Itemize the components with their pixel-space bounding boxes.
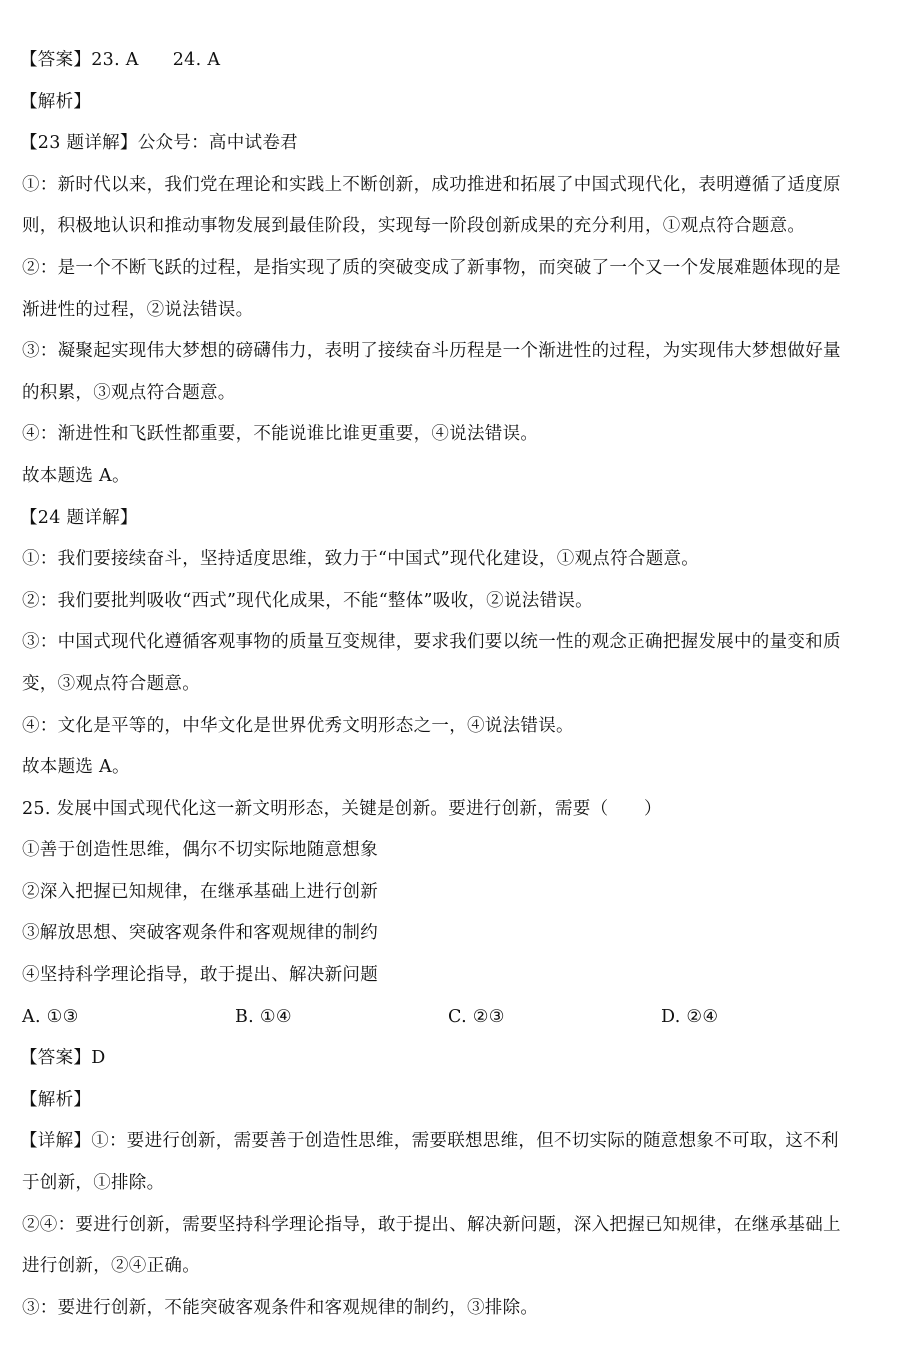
answer-23: 23. A	[91, 50, 139, 70]
q24-detail-line: ④：文化是平等的，中华文化是世界优秀文明形态之一，④说法错误。	[22, 715, 574, 736]
q23-detail-line: 渐进性的过程，②说法错误。	[22, 299, 254, 320]
q23-detail-line: 则，积极地认识和推动事物发展到最佳阶段，实现每一阶段创新成果的充分利用，①观点符合题意。	[22, 216, 806, 237]
q25-options	[20, 997, 870, 1039]
q25-statement: ④坚持科学理论指导，敢于提出、解决新问题	[22, 965, 378, 986]
analysis-tag-23-24: 【解析】	[20, 91, 92, 112]
q25-analysis-tag: 【解析】	[20, 1089, 92, 1110]
q25-detail-line: ②④：要进行创新，需要坚持科学理论指导，敢于提出、解决新问题，深入把握已知规律，在继承基础上	[22, 1214, 841, 1235]
q24-detail-line: ②：我们要批判吸收“西式”现代化成果，不能“整体”吸收，②说法错误。	[22, 590, 593, 611]
q23-detail-line: ①：新时代以来，我们党在理论和实践上不断创新，成功推进和拓展了中国式现代化，表明遵循了适度原	[22, 174, 841, 195]
q25-detail-line: 于创新，①排除。	[22, 1173, 165, 1194]
q24-conclusion: 故本题选 A。	[22, 757, 130, 778]
q24-detail-line: ①：我们要接续奋斗，坚持适度思维，致力于“中国式”现代化建设，①观点符合题意。	[22, 549, 700, 570]
q25-option-b: B. ①④	[235, 1006, 292, 1027]
q25-option-d: D. ②④	[661, 1006, 719, 1027]
q25-detail-line: 【详解】①：要进行创新，需要善于创造性思维，需要联想思维，但不切实际的随意想象不可取，这不利	[20, 1131, 839, 1152]
q25-detail-line: 进行创新，②④正确。	[22, 1256, 200, 1277]
answer-24: 24. A	[172, 50, 221, 70]
q25-option-c: C. ②③	[448, 1006, 505, 1027]
q25-statement: ②深入把握已知规律，在继承基础上进行创新	[22, 881, 378, 902]
q23-conclusion: 故本题选 A。	[22, 465, 130, 486]
q23-detail-heading: 【23 题详解】公众号：高中试卷君	[20, 133, 298, 154]
q25-option-a: A. ①③	[22, 1006, 79, 1027]
q23-detail-line: ②：是一个不断飞跃的过程，是指实现了质的突破变成了新事物，而突破了一个又一个发展难题体现的是	[22, 257, 841, 278]
q24-detail-line: ③：中国式现代化遵循客观事物的质量互变规律，要求我们要以统一性的观念正确把握发展中的量变和质	[22, 632, 841, 653]
q25-detail-line: ③：要进行创新，不能突破客观条件和客观规律的制约，③排除。	[22, 1297, 539, 1318]
q24-detail-line: 变，③观点符合题意。	[22, 673, 200, 694]
q23-detail-line: 的积累，③观点符合题意。	[22, 382, 236, 403]
answer-tag: 【答案】	[20, 50, 92, 70]
answer-line-23-24	[20, 40, 870, 82]
q25-stem: 25. 发展中国式现代化这一新文明形态，关键是创新。要进行创新，需要（ ）	[22, 798, 662, 819]
q24-detail-heading: 【24 题详解】	[20, 507, 138, 528]
q23-detail-line: ③：凝聚起实现伟大梦想的磅礴伟力，表明了接续奋斗历程是一个渐进性的过程，为实现伟大梦想做好量	[22, 341, 841, 362]
q23-detail-line: ④：渐进性和飞跃性都重要，不能说谁比谁更重要，④说法错误。	[22, 424, 539, 445]
q25-answer-line: 【答案】D	[20, 1048, 106, 1069]
q25-statement: ③解放思想、突破客观条件和客观规律的制约	[22, 923, 378, 944]
q25-statement: ①善于创造性思维，偶尔不切实际地随意想象	[22, 840, 378, 861]
